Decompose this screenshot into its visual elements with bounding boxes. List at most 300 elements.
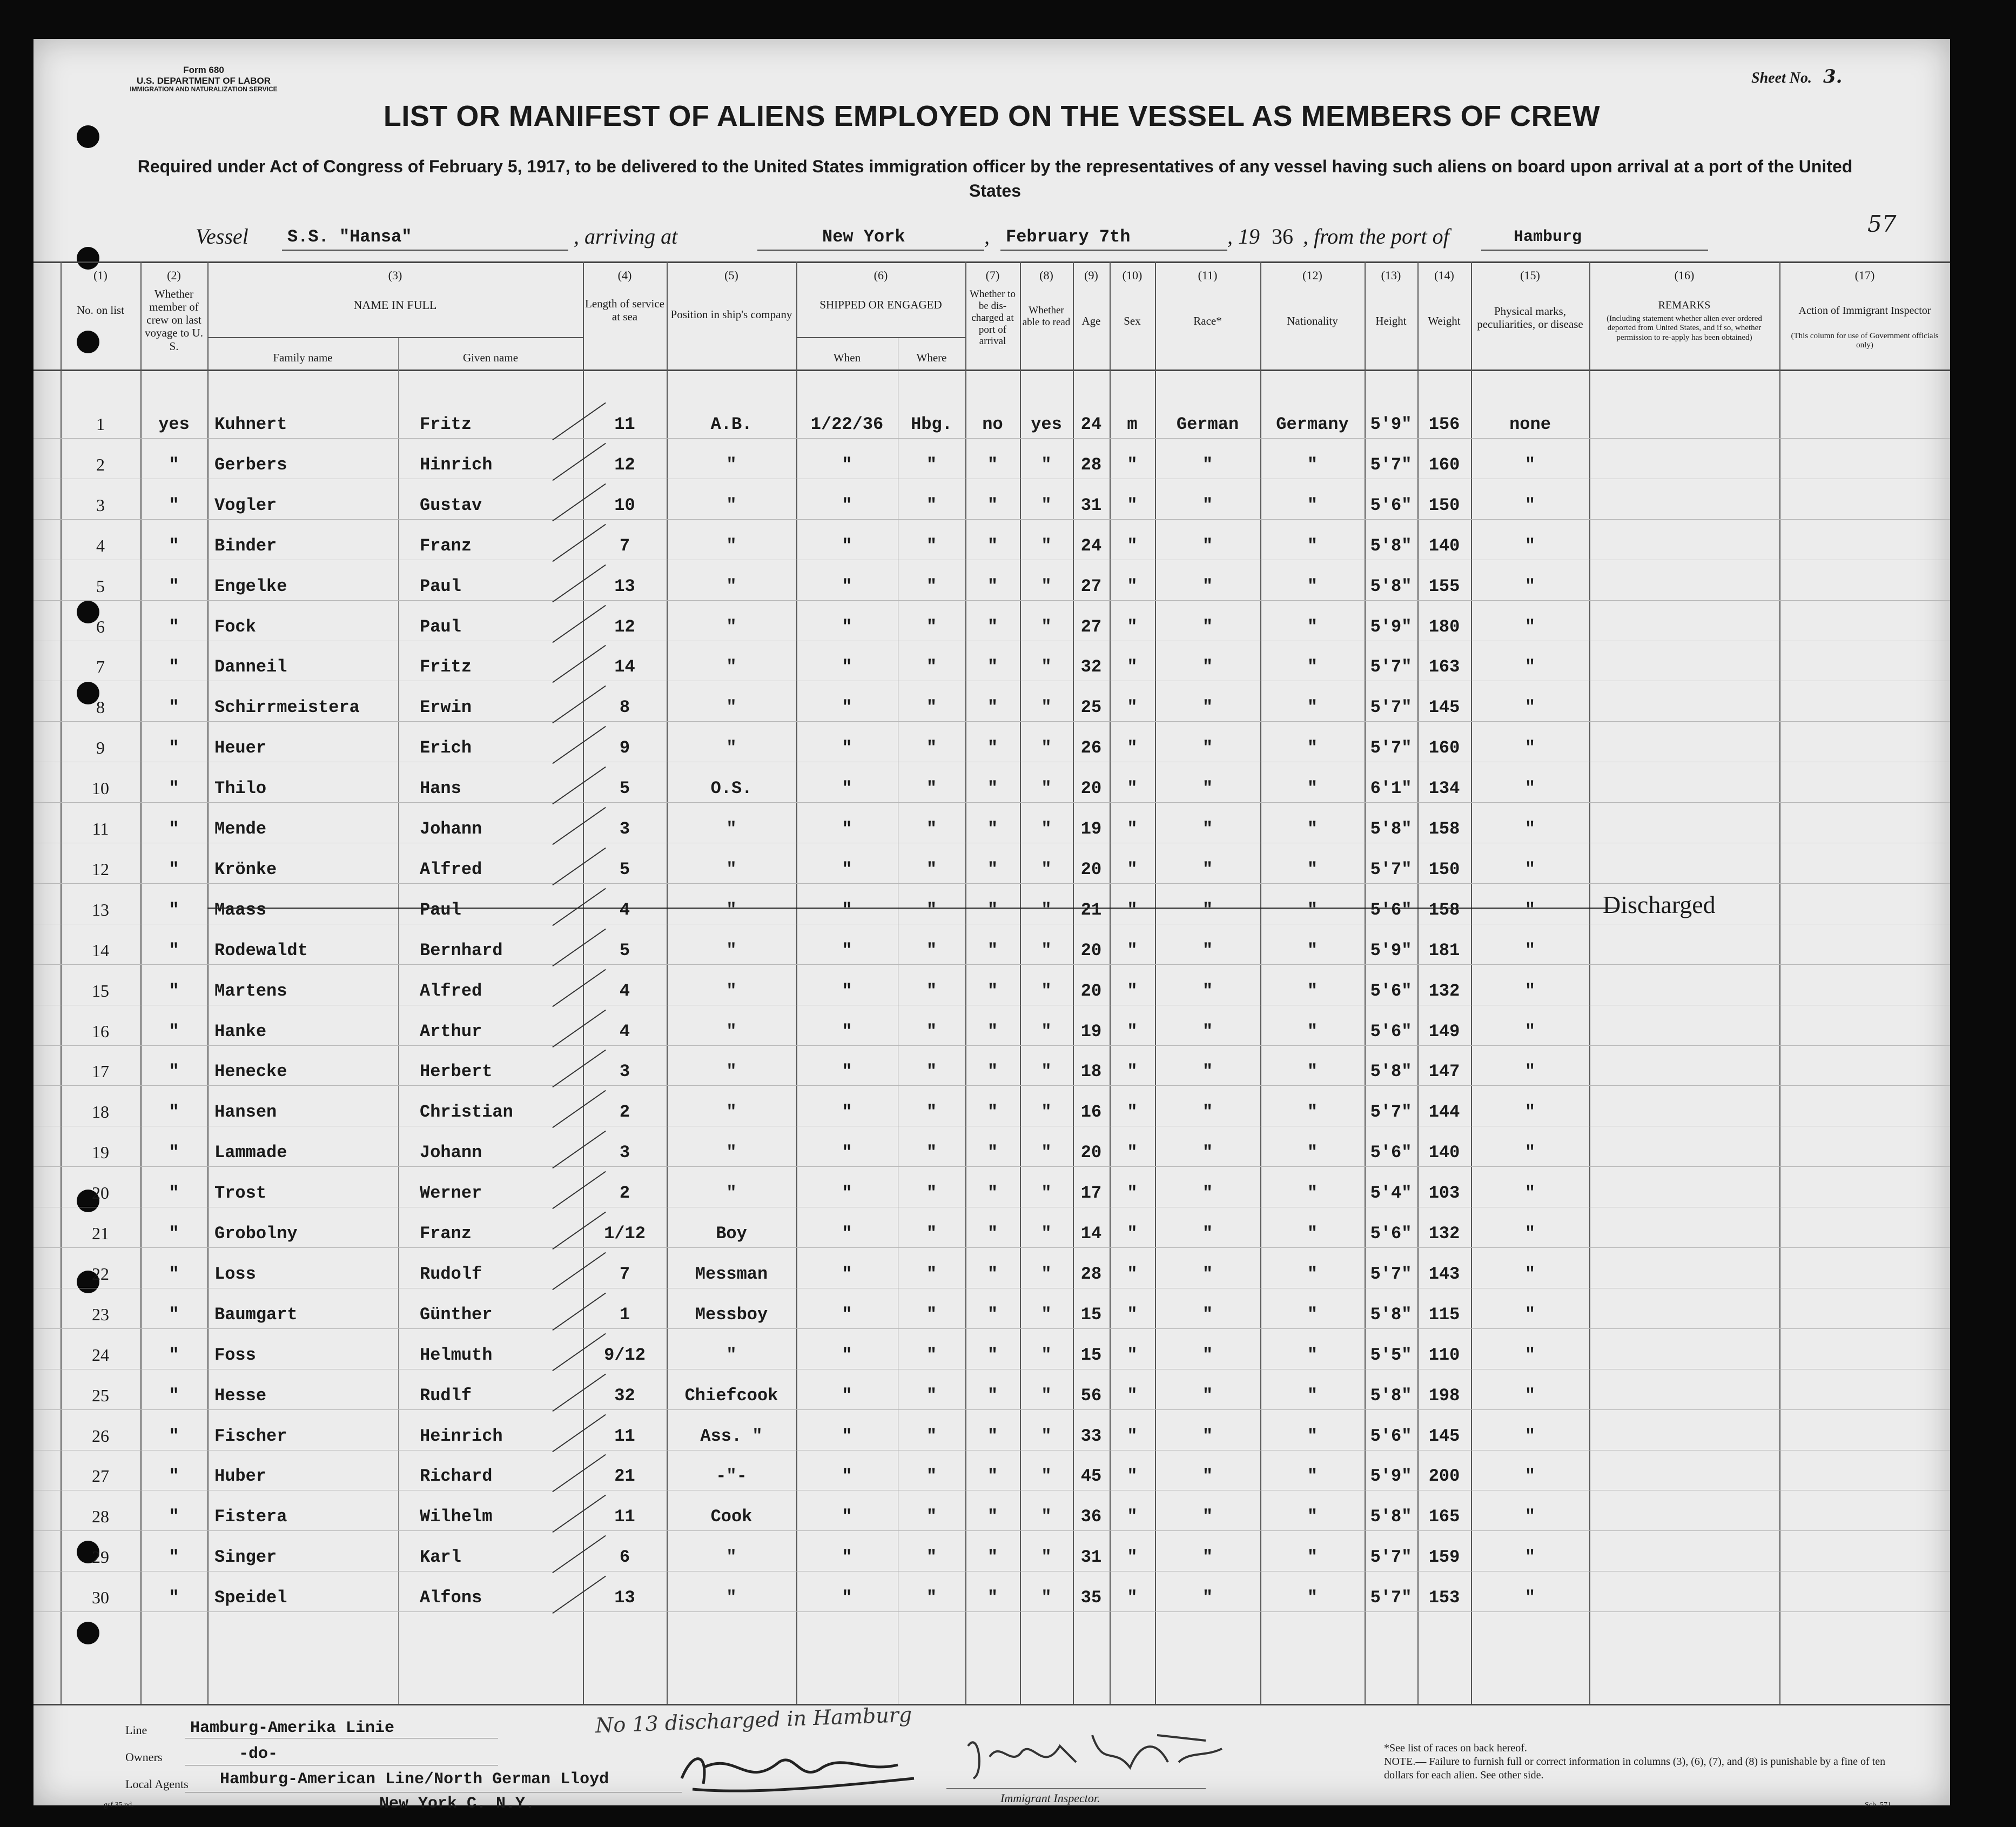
race-value: " <box>1202 1305 1213 1325</box>
sheet-number: 3. <box>1823 66 1843 88</box>
crew-member-value: " <box>169 819 179 839</box>
shipped-where: " <box>926 1426 937 1446</box>
discharged-value: " <box>987 1588 998 1608</box>
weight-value: 103 <box>1428 1183 1460 1203</box>
height-value: 5'9" <box>1370 1466 1412 1486</box>
sex-value: " <box>1127 1264 1138 1284</box>
given-name: Günther <box>420 1305 493 1325</box>
sex-value: " <box>1127 617 1138 637</box>
age-value: 15 <box>1080 1345 1102 1365</box>
sex-value: " <box>1127 1062 1138 1082</box>
height-value: 5'6" <box>1370 1022 1412 1042</box>
crew-member-value: " <box>169 1183 179 1203</box>
arriving-label: , arriving at <box>574 224 678 248</box>
shipped-where: " <box>926 1345 937 1365</box>
age-value: 15 <box>1080 1305 1102 1325</box>
discharged-value: " <box>987 738 998 758</box>
race-value: " <box>1202 1588 1213 1608</box>
row-number: 8 <box>96 697 105 717</box>
service-length: 4 <box>619 1022 630 1042</box>
form-number: Form 680 <box>183 65 224 75</box>
marks-value: " <box>1524 1102 1536 1122</box>
owners-value: -do- <box>239 1745 278 1763</box>
discharged-value: " <box>987 1547 998 1567</box>
discharged-value: " <box>987 536 998 556</box>
crew-member-value: " <box>169 778 179 798</box>
shipped-when: " <box>842 1062 852 1082</box>
given-name: Alfred <box>420 859 482 879</box>
crew-member-value: " <box>169 617 179 637</box>
read-value: " <box>1041 1345 1052 1365</box>
header-where: Where <box>916 351 947 364</box>
discharged-value: " <box>987 1143 998 1163</box>
nationality-value: " <box>1307 819 1318 839</box>
age-value: 27 <box>1080 617 1102 637</box>
shipped-when: " <box>842 1102 852 1122</box>
weight-value: 165 <box>1428 1507 1460 1527</box>
age-value: 45 <box>1080 1466 1102 1486</box>
family-name: Hesse <box>214 1386 267 1406</box>
given-name: Rudlf <box>420 1386 472 1406</box>
shipped-where: " <box>926 1305 937 1325</box>
service-length: 1/12 <box>604 1224 646 1244</box>
height-value: 6'1" <box>1370 778 1412 798</box>
shipped-when: " <box>842 1224 852 1244</box>
colnum: (3) <box>388 268 402 282</box>
marks-value: " <box>1524 900 1536 920</box>
nationality-value: " <box>1307 1264 1318 1284</box>
row-number: 26 <box>92 1426 109 1446</box>
height-value: 5'8" <box>1370 1305 1412 1325</box>
sex-value: " <box>1127 900 1138 920</box>
service-length: 11 <box>614 414 635 434</box>
position-value: " <box>726 697 737 717</box>
header-when: When <box>833 351 861 364</box>
colnum: (8) <box>1039 268 1053 282</box>
sex-value: m <box>1127 414 1138 434</box>
service-length: 11 <box>614 1426 635 1446</box>
marks-value: " <box>1524 455 1536 475</box>
race-value: " <box>1202 576 1213 596</box>
discharged-value: " <box>987 1264 998 1284</box>
shipped-where: " <box>926 1143 937 1163</box>
shipped-where: " <box>926 455 937 475</box>
race-note: *See list of races on back hereof. <box>1384 1742 1527 1754</box>
height-value: 5'5" <box>1370 1345 1412 1365</box>
shipped-where: " <box>926 657 937 677</box>
shipped-where: " <box>926 900 937 920</box>
race-value: " <box>1202 1507 1213 1527</box>
marks-value: " <box>1524 495 1536 515</box>
row-number: 25 <box>92 1386 109 1405</box>
race-value: " <box>1202 495 1213 515</box>
shipped-where: " <box>926 1224 937 1244</box>
shipped-where: " <box>926 1183 937 1203</box>
given-name: Heinrich <box>420 1426 503 1446</box>
service-length: 2 <box>619 1183 630 1203</box>
family-name: Heuer <box>214 738 267 758</box>
shipped-where: " <box>926 941 937 960</box>
crew-member-value: " <box>169 1386 179 1406</box>
read-value: " <box>1041 1386 1052 1406</box>
nationality-value: " <box>1307 495 1318 515</box>
race-value: " <box>1202 900 1213 920</box>
position-value: " <box>726 657 737 677</box>
race-value: " <box>1202 1264 1213 1284</box>
read-value: " <box>1041 697 1052 717</box>
read-value: " <box>1041 1224 1052 1244</box>
family-name: Huber <box>214 1466 267 1486</box>
age-value: 26 <box>1080 738 1102 758</box>
service-length: 2 <box>619 1102 630 1122</box>
header-family-name: Family name <box>273 351 333 364</box>
family-name: Fischer <box>214 1426 287 1446</box>
family-name: Binder <box>214 536 277 556</box>
given-name: Johann <box>420 819 482 839</box>
family-name: Mende <box>214 819 267 839</box>
shipped-when: " <box>842 778 852 798</box>
marks-value: " <box>1524 1224 1536 1244</box>
height-value: 5'6" <box>1370 495 1412 515</box>
nationality-value: " <box>1307 617 1318 637</box>
sex-value: " <box>1127 1183 1138 1203</box>
shipped-when: " <box>842 1022 852 1042</box>
sex-value: " <box>1127 1345 1138 1365</box>
race-value: " <box>1202 617 1213 637</box>
row-number: 7 <box>96 657 105 676</box>
read-value: " <box>1041 1102 1052 1122</box>
nationality-value: " <box>1307 1022 1318 1042</box>
crew-member-value: " <box>169 1062 179 1082</box>
sex-value: " <box>1127 819 1138 839</box>
marks-value: " <box>1524 941 1536 960</box>
family-name: Maass <box>214 900 267 920</box>
read-value: " <box>1041 1183 1052 1203</box>
arrival-date: February 7th <box>1006 227 1131 247</box>
service-length: 5 <box>619 778 630 798</box>
position-value: Boy <box>716 1224 747 1244</box>
position-value: " <box>726 1183 737 1203</box>
from-port-label: , from the port of <box>1303 224 1449 248</box>
row-number: 10 <box>92 778 109 798</box>
age-value: 20 <box>1080 941 1102 960</box>
shipped-where: " <box>926 1507 937 1527</box>
row-number: 13 <box>92 900 109 919</box>
shipped-where: " <box>926 1062 937 1082</box>
position-value: " <box>726 455 737 475</box>
service-length: 7 <box>619 536 630 556</box>
read-value: " <box>1041 981 1052 1001</box>
position-value: " <box>726 1143 737 1163</box>
weight-value: 132 <box>1428 981 1460 1001</box>
discharged-value: " <box>987 1305 998 1325</box>
marks-value: " <box>1524 778 1536 798</box>
colnum: (11) <box>1198 268 1218 282</box>
height-value: 5'8" <box>1370 1507 1412 1527</box>
discharged-value: " <box>987 495 998 515</box>
weight-value: 140 <box>1428 536 1460 556</box>
shipped-when: " <box>842 1183 852 1203</box>
race-value: " <box>1202 1547 1213 1567</box>
marks-value: " <box>1524 697 1536 717</box>
weight-value: 110 <box>1428 1345 1460 1365</box>
position-value: " <box>726 859 737 879</box>
read-value: " <box>1041 1507 1052 1527</box>
shipped-where: " <box>926 536 937 556</box>
sex-value: " <box>1127 697 1138 717</box>
weight-value: 144 <box>1428 1102 1460 1122</box>
service-length: 5 <box>619 859 630 879</box>
crew-list <box>33 39 1950 1805</box>
discharged-value: " <box>987 1183 998 1203</box>
colnum: (9) <box>1084 268 1098 282</box>
family-name: Krönke <box>214 859 277 879</box>
marks-value: " <box>1524 1386 1536 1406</box>
discharged-value: " <box>987 900 998 920</box>
given-name: Hinrich <box>420 455 493 475</box>
row-number: 24 <box>92 1345 109 1365</box>
given-name: Christian <box>420 1102 513 1122</box>
given-name: Franz <box>420 536 472 556</box>
manifest-title: LIST OR MANIFEST OF ALIENS EMPLOYED ON THE VESSEL AS MEMBERS OF CREW <box>383 100 1601 132</box>
marks-value: " <box>1524 657 1536 677</box>
race-value: " <box>1202 941 1213 960</box>
position-value: " <box>726 1588 737 1608</box>
service-length: 32 <box>614 1386 635 1406</box>
family-name: Loss <box>214 1264 256 1284</box>
nationality-value: " <box>1307 738 1318 758</box>
age-value: 20 <box>1080 859 1102 879</box>
weight-value: 134 <box>1428 778 1460 798</box>
given-name: Werner <box>420 1183 482 1203</box>
colnum: (17) <box>1854 268 1875 282</box>
age-value: 31 <box>1080 1547 1102 1567</box>
weight-value: 145 <box>1428 697 1460 717</box>
sex-value: " <box>1127 1022 1138 1042</box>
nationality-value: " <box>1307 900 1318 920</box>
marks-value: " <box>1524 1588 1536 1608</box>
row-number: 15 <box>92 981 109 1000</box>
colnum: (14) <box>1434 268 1454 282</box>
discharged-value: " <box>987 1345 998 1365</box>
header-sex: Sex <box>1124 314 1141 327</box>
row-number: 5 <box>96 576 105 596</box>
service-length: 3 <box>619 819 630 839</box>
height-value: 5'8" <box>1370 1386 1412 1406</box>
nationality-value: Germany <box>1276 414 1349 434</box>
height-value: 5'7" <box>1370 1264 1412 1284</box>
sheet-label: Sheet No. <box>1751 70 1812 86</box>
given-name: Wilhelm <box>420 1507 493 1527</box>
header-action-note: (This column for use of Government officials only) <box>1791 332 1939 350</box>
height-value: 5'8" <box>1370 819 1412 839</box>
service-length: 5 <box>619 941 630 960</box>
race-value: " <box>1202 981 1213 1001</box>
family-name: Grobolny <box>214 1224 298 1244</box>
weight-value: 156 <box>1428 414 1460 434</box>
position-value: " <box>726 1062 737 1082</box>
age-value: 16 <box>1080 1102 1102 1122</box>
row-number: 30 <box>92 1588 109 1607</box>
family-name: Martens <box>214 981 287 1001</box>
race-value: " <box>1202 859 1213 879</box>
nationality-value: " <box>1307 1345 1318 1365</box>
shipped-when: " <box>842 1426 852 1446</box>
family-name: Henecke <box>214 1062 287 1082</box>
arrival-year: 36 <box>1272 224 1293 248</box>
nationality-value: " <box>1307 1062 1318 1082</box>
discharged-value: " <box>987 1507 998 1527</box>
shipped-when: " <box>842 819 852 839</box>
race-value: " <box>1202 1386 1213 1406</box>
age-value: 24 <box>1080 414 1102 434</box>
shipped-where: " <box>926 1547 937 1567</box>
position-value: " <box>726 1022 737 1042</box>
position-value: " <box>726 536 737 556</box>
service-length: 6 <box>619 1547 630 1567</box>
row-number: 21 <box>92 1224 109 1243</box>
shipped-when: " <box>842 455 852 475</box>
nationality-value: " <box>1307 1588 1318 1608</box>
header-length-service: Length of service at sea <box>585 297 664 324</box>
marks-value: " <box>1524 1345 1536 1365</box>
row-number: 22 <box>92 1264 109 1284</box>
row-number: 11 <box>92 819 109 838</box>
marks-value: " <box>1524 738 1536 758</box>
crew-member-value: yes <box>158 414 190 434</box>
weight-value: 149 <box>1428 1022 1460 1042</box>
given-name: Franz <box>420 1224 472 1244</box>
department-name: U.S. DEPARTMENT OF LABOR <box>136 75 271 86</box>
given-name: Erich <box>420 738 472 758</box>
shipped-when: " <box>842 697 852 717</box>
sex-value: " <box>1127 657 1138 677</box>
crew-member-value: " <box>169 1588 179 1608</box>
weight-value: 180 <box>1428 617 1460 637</box>
position-value: Chiefcook <box>684 1386 778 1406</box>
agents-value: Hamburg-American Line/North German Lloyd <box>220 1770 609 1789</box>
height-value: 5'7" <box>1370 697 1412 717</box>
discharged-value: " <box>987 1062 998 1082</box>
given-name: Gustav <box>420 495 482 515</box>
height-value: 5'6" <box>1370 900 1412 920</box>
weight-value: 158 <box>1428 900 1460 920</box>
sex-value: " <box>1127 738 1138 758</box>
race-value: German <box>1176 414 1239 434</box>
nationality-value: " <box>1307 859 1318 879</box>
nationality-value: " <box>1307 1143 1318 1163</box>
service-length: 1 <box>619 1305 630 1325</box>
shipped-where: " <box>926 617 937 637</box>
shipped-where: " <box>926 981 937 1001</box>
marks-value: " <box>1524 576 1536 596</box>
weight-value: 200 <box>1428 1466 1460 1486</box>
position-value: " <box>726 1102 737 1122</box>
weight-value: 181 <box>1428 941 1460 960</box>
position-value: " <box>726 1345 737 1365</box>
age-value: 20 <box>1080 778 1102 798</box>
given-name: Erwin <box>420 697 472 717</box>
row-number: 18 <box>92 1102 109 1121</box>
sex-value: " <box>1127 495 1138 515</box>
header-height: Height <box>1375 314 1407 327</box>
read-value: " <box>1041 536 1052 556</box>
colnum: (4) <box>617 268 632 282</box>
service-length: 21 <box>614 1466 635 1486</box>
colnum: (12) <box>1302 268 1322 282</box>
given-name: Paul <box>420 900 461 920</box>
weight-value: 145 <box>1428 1426 1460 1446</box>
shipped-where: " <box>926 1466 937 1486</box>
read-value: " <box>1041 1466 1052 1486</box>
family-name: Singer <box>214 1547 277 1567</box>
shipped-when: " <box>842 657 852 677</box>
position-value: " <box>726 981 737 1001</box>
read-value: " <box>1041 1264 1052 1284</box>
height-value: 5'7" <box>1370 738 1412 758</box>
position-value: " <box>726 617 737 637</box>
given-name: Herbert <box>420 1062 493 1082</box>
service-length: 14 <box>614 657 635 677</box>
discharged-value: " <box>987 941 998 960</box>
header-age: Age <box>1081 314 1101 327</box>
row-number: 17 <box>92 1062 109 1081</box>
service-length: 4 <box>619 900 630 920</box>
read-value: " <box>1041 1426 1052 1446</box>
age-value: 18 <box>1080 1062 1102 1082</box>
age-value: 27 <box>1080 576 1102 596</box>
shipped-when: " <box>842 1345 852 1365</box>
read-value: " <box>1041 819 1052 839</box>
given-name: Alfons <box>420 1588 482 1608</box>
crew-member-value: " <box>169 576 179 596</box>
race-value: " <box>1202 1143 1213 1163</box>
nationality-value: " <box>1307 657 1318 677</box>
service-length: 4 <box>619 981 630 1001</box>
crew-member-value: " <box>169 495 179 515</box>
nationality-value: " <box>1307 1305 1318 1325</box>
race-value: " <box>1202 1426 1213 1446</box>
weight-value: 159 <box>1428 1547 1460 1567</box>
weight-value: 132 <box>1428 1224 1460 1244</box>
discharged-value: " <box>987 1022 998 1042</box>
race-value: " <box>1202 697 1213 717</box>
sex-value: " <box>1127 1588 1138 1608</box>
race-value: " <box>1202 657 1213 677</box>
height-value: 5'9" <box>1370 941 1412 960</box>
row-number: 27 <box>92 1466 109 1486</box>
crew-member-value: " <box>169 1143 179 1163</box>
age-value: 14 <box>1080 1224 1102 1244</box>
discharged-value: " <box>987 819 998 839</box>
crew-member-value: " <box>169 859 179 879</box>
age-value: 56 <box>1080 1386 1102 1406</box>
age-value: 19 <box>1080 1022 1102 1042</box>
sex-value: " <box>1127 1426 1138 1446</box>
shipped-where: " <box>926 859 937 879</box>
family-name: Vogler <box>214 495 277 515</box>
position-value: " <box>726 900 737 920</box>
nationality-value: " <box>1307 1386 1318 1406</box>
marks-value: none <box>1509 414 1551 434</box>
position-value: Cook <box>710 1507 752 1527</box>
position-value: Messboy <box>695 1305 768 1325</box>
position-value: " <box>726 1547 737 1567</box>
weight-value: 143 <box>1428 1264 1460 1284</box>
agents-label: Local Agents <box>125 1777 189 1791</box>
nationality-value: " <box>1307 981 1318 1001</box>
given-name: Arthur <box>420 1022 482 1042</box>
